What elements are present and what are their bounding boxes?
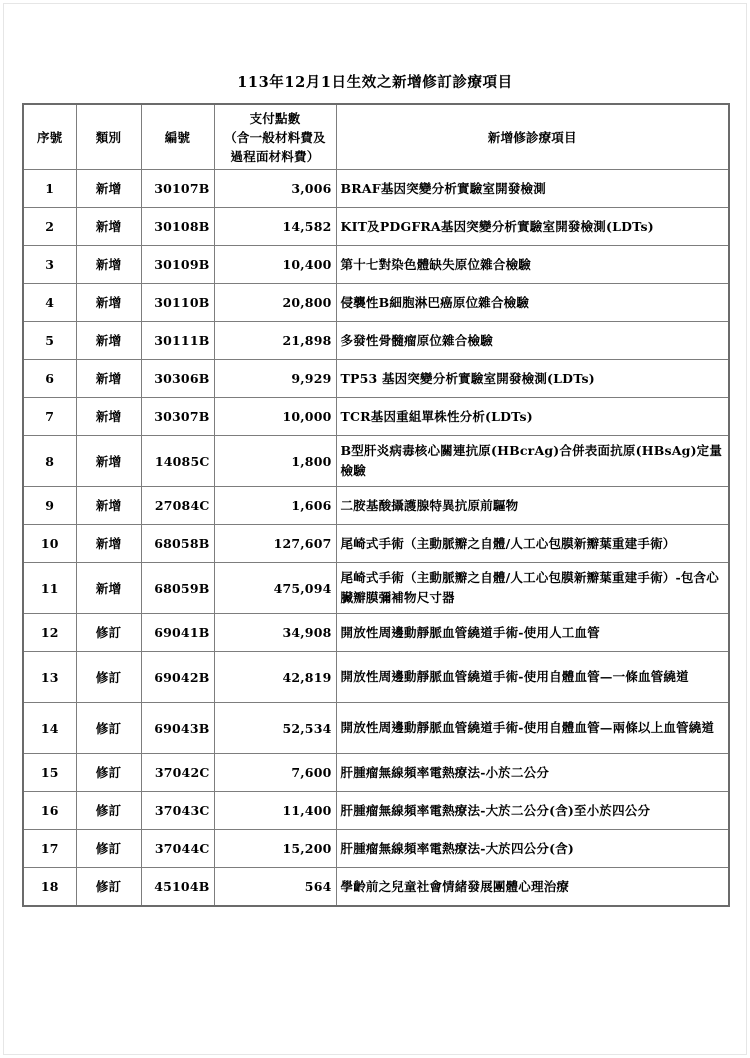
cell-code: 30107B <box>141 170 214 208</box>
cell-points: 15,200 <box>214 830 336 868</box>
cell-code: 30110B <box>141 284 214 322</box>
cell-category: 修訂 <box>76 830 141 868</box>
cell-name: 開放性周邊動靜脈血管繞道手術-使用自體血管—一條血管繞道 <box>336 652 729 703</box>
table-row <box>23 652 729 703</box>
column-header-points-line2: （含一般材料費及 <box>224 129 326 145</box>
cell-name: 開放性周邊動靜脈血管繞道手術-使用人工血管 <box>336 614 729 652</box>
table-row <box>23 246 729 284</box>
table-row <box>23 360 729 398</box>
table-header <box>23 104 729 170</box>
column-header-points-line3: 過程面材料費） <box>230 148 320 164</box>
cell-seq: 14 <box>23 703 76 754</box>
cell-seq: 10 <box>23 525 76 563</box>
cell-seq: 9 <box>23 487 76 525</box>
cell-name: 尾崎式手術（主動脈瓣之自體/人工心包膜新瓣葉重建手術） <box>336 525 729 563</box>
cell-seq: 5 <box>23 322 76 360</box>
table-body <box>23 170 729 907</box>
cell-code: 69041B <box>141 614 214 652</box>
cell-name: BRAF基因突變分析實驗室開發檢測 <box>336 170 729 208</box>
table-row <box>23 792 729 830</box>
cell-code: 69042B <box>141 652 214 703</box>
cell-code: 30108B <box>141 208 214 246</box>
cell-points: 11,400 <box>214 792 336 830</box>
column-header-code: 編號 <box>141 104 214 170</box>
cell-seq: 18 <box>23 868 76 907</box>
cell-name: TP53 基因突變分析實驗室開發檢測(LDTs) <box>336 360 729 398</box>
table-row <box>23 754 729 792</box>
cell-name: B型肝炎病毒核心關連抗原(HBcrAg)合併表面抗原(HBsAg)定量檢驗 <box>336 436 729 487</box>
cell-seq: 8 <box>23 436 76 487</box>
cell-code: 68058B <box>141 525 214 563</box>
column-header-points-line1: 支付點數 <box>249 110 301 126</box>
cell-points: 34,908 <box>214 614 336 652</box>
cell-points: 9,929 <box>214 360 336 398</box>
table-row <box>23 322 729 360</box>
cell-category: 新增 <box>76 246 141 284</box>
cell-category: 新增 <box>76 360 141 398</box>
cell-points: 564 <box>214 868 336 907</box>
cell-points: 42,819 <box>214 652 336 703</box>
cell-code: 69043B <box>141 703 214 754</box>
cell-name: TCR基因重組單株性分析(LDTs) <box>336 398 729 436</box>
cell-category: 新增 <box>76 170 141 208</box>
cell-code: 14085C <box>141 436 214 487</box>
cell-code: 37044C <box>141 830 214 868</box>
cell-code: 68059B <box>141 563 214 614</box>
cell-code: 37042C <box>141 754 214 792</box>
column-header-seq: 序號 <box>23 104 76 170</box>
cell-category: 修訂 <box>76 868 141 907</box>
cell-points: 1,800 <box>214 436 336 487</box>
items-table <box>22 103 730 907</box>
cell-category: 修訂 <box>76 652 141 703</box>
cell-seq: 4 <box>23 284 76 322</box>
cell-points: 127,607 <box>214 525 336 563</box>
cell-name: 肝腫瘤無線頻率電熱療法-小於二公分 <box>336 754 729 792</box>
cell-category: 修訂 <box>76 703 141 754</box>
table-header-row <box>23 104 729 170</box>
cell-seq: 17 <box>23 830 76 868</box>
cell-seq: 3 <box>23 246 76 284</box>
column-header-category: 類別 <box>76 104 141 170</box>
cell-points: 475,094 <box>214 563 336 614</box>
cell-points: 21,898 <box>214 322 336 360</box>
cell-seq: 16 <box>23 792 76 830</box>
cell-category: 新增 <box>76 322 141 360</box>
cell-code: 27084C <box>141 487 214 525</box>
cell-category: 新增 <box>76 208 141 246</box>
cell-name: 多發性骨髓瘤原位雜合檢驗 <box>336 322 729 360</box>
cell-name: 肝腫瘤無線頻率電熱療法-大於二公分(含)至小於四公分 <box>336 792 729 830</box>
cell-code: 37043C <box>141 792 214 830</box>
page-title: 113年12月1日生效之新增修訂診療項目 <box>237 74 513 91</box>
table-row <box>23 436 729 487</box>
cell-code: 30111B <box>141 322 214 360</box>
cell-name: 第十七對染色體缺失原位雜合檢驗 <box>336 246 729 284</box>
cell-name: 肝腫瘤無線頻率電熱療法-大於四公分(含) <box>336 830 729 868</box>
cell-category: 修訂 <box>76 754 141 792</box>
cell-points: 10,000 <box>214 398 336 436</box>
cell-code: 30306B <box>141 360 214 398</box>
cell-seq: 7 <box>23 398 76 436</box>
table-row <box>23 614 729 652</box>
cell-points: 7,600 <box>214 754 336 792</box>
table-row <box>23 525 729 563</box>
cell-seq: 13 <box>23 652 76 703</box>
table-row <box>23 487 729 525</box>
cell-code: 45104B <box>141 868 214 907</box>
cell-seq: 2 <box>23 208 76 246</box>
cell-name: KIT及PDGFRA基因突變分析實驗室開發檢測(LDTs) <box>336 208 729 246</box>
cell-category: 新增 <box>76 487 141 525</box>
cell-name: 尾崎式手術（主動脈瓣之自體/人工心包膜新瓣葉重建手術）-包含心臟瓣膜彌補物尺寸器 <box>336 563 729 614</box>
cell-name: 侵襲性B細胞淋巴癌原位雜合檢驗 <box>336 284 729 322</box>
table-row <box>23 563 729 614</box>
items-table-container <box>22 103 728 907</box>
cell-points: 20,800 <box>214 284 336 322</box>
table-row <box>23 284 729 322</box>
cell-seq: 1 <box>23 170 76 208</box>
cell-name: 開放性周邊動靜脈血管繞道手術-使用自體血管—兩條以上血管繞道 <box>336 703 729 754</box>
table-row <box>23 868 729 907</box>
cell-code: 30307B <box>141 398 214 436</box>
table-row <box>23 398 729 436</box>
column-header-points <box>214 104 336 170</box>
cell-code: 30109B <box>141 246 214 284</box>
cell-seq: 6 <box>23 360 76 398</box>
table-row <box>23 830 729 868</box>
table-row <box>23 703 729 754</box>
cell-category: 新增 <box>76 398 141 436</box>
cell-points: 1,606 <box>214 487 336 525</box>
cell-points: 3,006 <box>214 170 336 208</box>
cell-category: 新增 <box>76 525 141 563</box>
table-row <box>23 208 729 246</box>
cell-seq: 15 <box>23 754 76 792</box>
cell-category: 修訂 <box>76 792 141 830</box>
cell-seq: 12 <box>23 614 76 652</box>
cell-category: 新增 <box>76 284 141 322</box>
cell-name: 學齡前之兒童社會情緒發展團體心理治療 <box>336 868 729 907</box>
cell-seq: 11 <box>23 563 76 614</box>
cell-points: 14,582 <box>214 208 336 246</box>
cell-points: 10,400 <box>214 246 336 284</box>
table-row <box>23 170 729 208</box>
cell-category: 新增 <box>76 436 141 487</box>
cell-points: 52,534 <box>214 703 336 754</box>
cell-category: 新增 <box>76 563 141 614</box>
column-header-name: 新增修診療項目 <box>336 104 729 170</box>
cell-name: 二胺基酸攝護腺特異抗原前驅物 <box>336 487 729 525</box>
cell-category: 修訂 <box>76 614 141 652</box>
